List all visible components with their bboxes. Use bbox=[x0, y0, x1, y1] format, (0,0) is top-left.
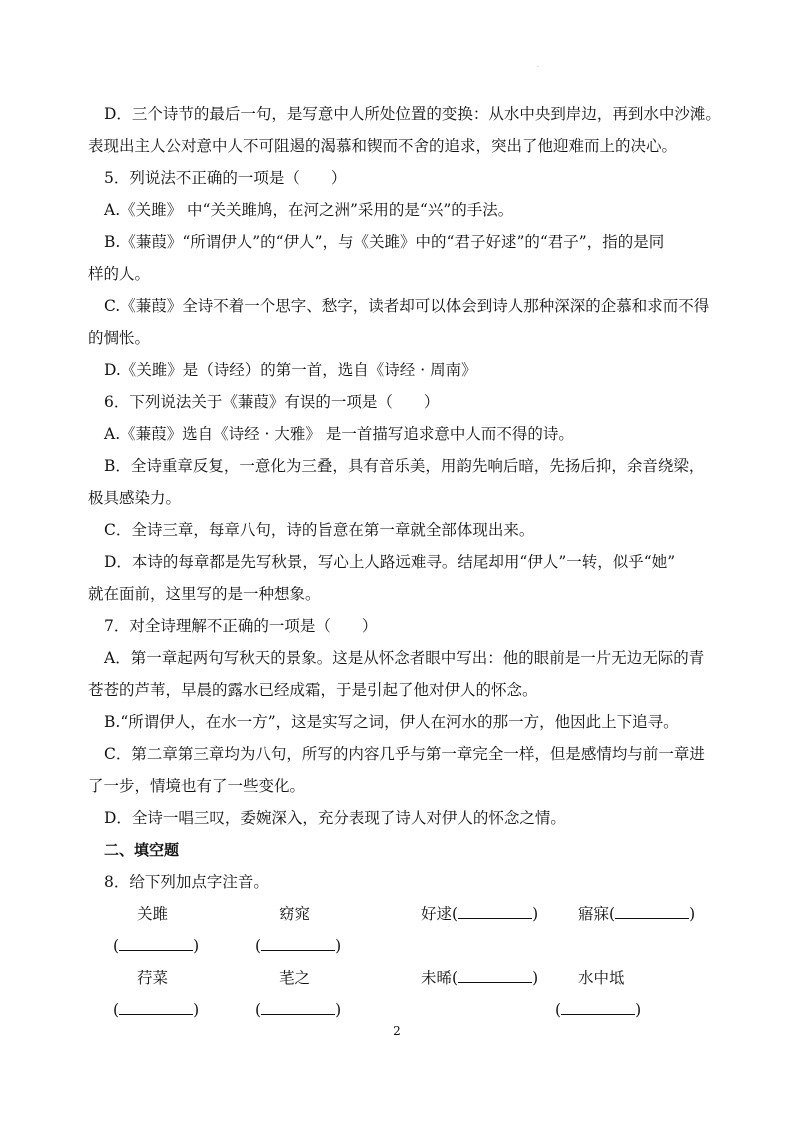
q7-option-a-cont: 苍苍的芦苇，早晨的露水已经成霜，于是引起了他对伊人的怀念。 bbox=[88, 681, 538, 699]
answer-blank[interactable]: ( ) bbox=[555, 1001, 642, 1019]
answer-blank[interactable]: ( ) bbox=[452, 905, 539, 923]
answer-blank[interactable]: ( ) bbox=[255, 937, 342, 955]
q6-option-a: A.《蒹葭》选自《诗经 · 大雅》 是一首描写追求意中人而不得的诗。 bbox=[104, 425, 574, 443]
scan-dot: · bbox=[537, 64, 539, 71]
q5-stem: 5．列说法不正确的一项是（ ） bbox=[104, 169, 347, 187]
page-number: 2 bbox=[393, 1024, 401, 1038]
answer-blank[interactable]: ( ) bbox=[609, 905, 696, 923]
q6-option-b-cont: 极具感染力。 bbox=[88, 489, 182, 507]
q7-stem: 7．对全诗理解不正确的一项是（ ） bbox=[104, 617, 378, 635]
q7-option-c: C．第二章第三章均为八句，所写的内容几乎与第一章完全一样，但是感情均与前一章进 bbox=[104, 745, 705, 763]
q6-stem: 6．下列说法关于《蒹葭》有误的一项是（ ） bbox=[104, 393, 440, 411]
answer-blank[interactable]: ( ) bbox=[452, 969, 539, 987]
word-yaotiao: 窈窕 bbox=[279, 905, 311, 923]
word-maozhi: 芼之 bbox=[279, 969, 311, 987]
q5-option-c: C.《蒹葭》全诗不着一个思字、愁字，读者却可以体会到诗人那种深深的企慕和求而不得 bbox=[104, 297, 710, 315]
q6-option-c: C．全诗三章，每章八句，诗的旨意在第一章就全部体现出来。 bbox=[104, 521, 535, 539]
word-shuizhongchi: 水中坻 bbox=[578, 969, 625, 987]
q8-stem: 8．给下列加点字注音。 bbox=[104, 873, 269, 891]
q7-option-b: B.“所谓伊人，在水一方”，这是实写之词，伊人在河水的那一方，他因此上下追寻。 bbox=[104, 713, 679, 731]
answer-blank[interactable]: ( ) bbox=[255, 1001, 342, 1019]
word-haoqiu: 好逑( ) bbox=[421, 905, 539, 923]
q6-option-d: D．本诗的每章都是先写秋景，写心上人路远难寻。结尾却用“伊人”一转，似乎“她” bbox=[104, 553, 676, 571]
q4-option-d: D．三个诗节的最后一句，是写意中人所处位置的变换：从水中央到岸边，再到水中沙滩。 bbox=[104, 105, 721, 123]
q5-option-b-cont: 样的人。 bbox=[88, 265, 151, 283]
q7-option-d: D．全诗一唱三叹，委婉深入，充分表现了诗人对伊人的怀念之情。 bbox=[104, 809, 566, 827]
q5-option-c-cont: 的惆怅。 bbox=[88, 329, 151, 347]
word-weixi: 未晞( ) bbox=[421, 969, 539, 987]
word-wumei: 寤寐( ) bbox=[578, 905, 696, 923]
section-heading: 二、填空题 bbox=[104, 841, 180, 859]
q7-option-a: A．第一章起两句写秋天的景象。这是从怀念者眼中写出：他的眼前是一片无边无际的青 bbox=[104, 649, 705, 667]
q5-option-d: D.《关雎》是（诗经）的第一首，选自《诗经 · 周南》 bbox=[104, 361, 477, 379]
q7-option-c-cont: 了一步，情境也有了一些变化。 bbox=[88, 777, 306, 795]
answer-blank[interactable]: ( ) bbox=[113, 1001, 200, 1019]
q4-option-d-cont: 表现出主人公对意中人不可阻遏的渴慕和锲而不舍的追求，突出了他迎难而上的决心。 bbox=[88, 137, 678, 155]
word-guanju: 关雎 bbox=[137, 905, 169, 923]
q6-option-d-cont: 就在面前，这里写的是一种想象。 bbox=[88, 585, 321, 603]
word-xingcai: 荇菜 bbox=[137, 969, 169, 987]
q5-option-a: A.《关雎》 中“关关雎鸠，在河之洲”采用的是“兴”的手法。 bbox=[104, 201, 514, 219]
q6-option-b: B．全诗重章反复，一意化为三叠，具有音乐美，用韵先响后暗，先扬后抑，余音绕梁， bbox=[104, 457, 705, 475]
q5-option-b: B.《蒹葭》“所谓伊人”的“伊人”，与《关雎》中的“君子好逑”的“君子”，指的是同 bbox=[104, 233, 665, 251]
answer-blank[interactable]: ( ) bbox=[113, 937, 200, 955]
